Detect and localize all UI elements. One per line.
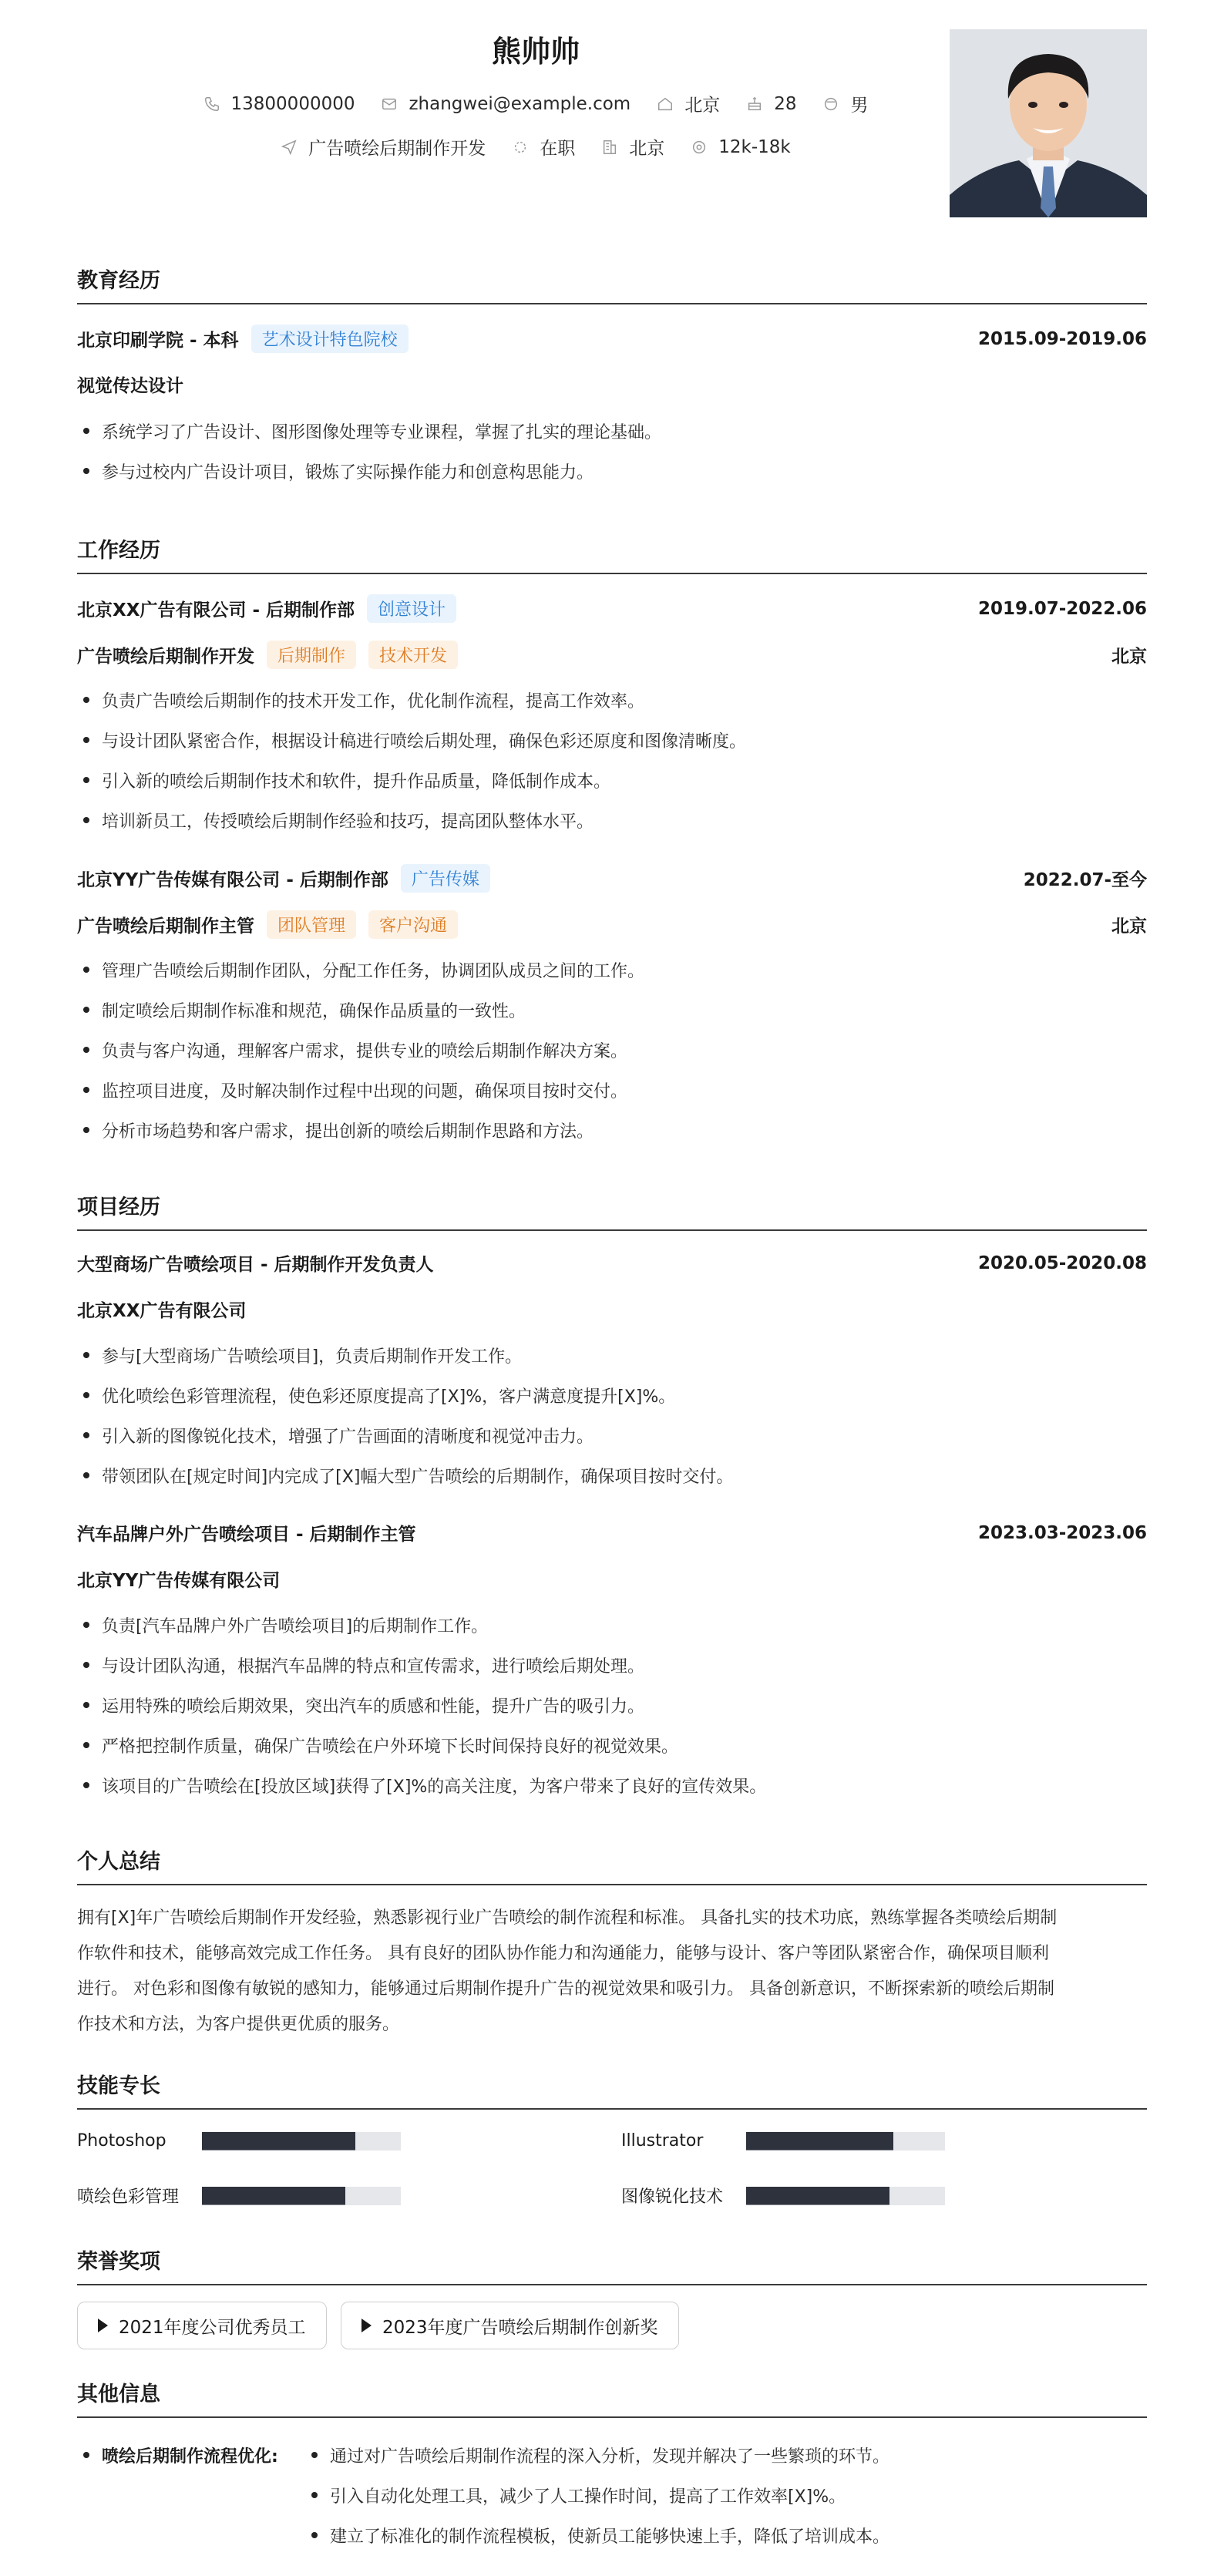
skill-level-bar <box>202 2187 401 2205</box>
project-org: 北京YY广告传媒有限公司 <box>77 1571 281 1591</box>
list-item: 分析市场趋势和客户需求，提出创新的喷绘后期制作思路和方法。 <box>77 1118 1147 1142</box>
role-tag: 技术开发 <box>368 641 458 669</box>
work-role-row <box>77 641 1147 669</box>
job-intention <box>281 134 486 160</box>
work-company-row <box>77 594 1147 623</box>
list-item: 引入自动化处理工具，减少了人工操作时间，提高了工作效率[X]%。 <box>305 2484 846 2507</box>
project-org-row <box>77 1566 1147 1592</box>
skill-name: 图像锐化技术 <box>621 2188 724 2207</box>
project-title-row <box>77 1520 1147 1545</box>
list-item: 引入新的喷绘后期制作技术和软件，提升作品质量，降低制作成本。 <box>77 768 1147 792</box>
award-label: 2021年度公司优秀员工 <box>119 2317 306 2338</box>
role-tag: 客户沟通 <box>368 910 458 939</box>
intention-value: 广告喷绘后期制作开发 <box>308 139 486 159</box>
section-title-other: 其他信息 <box>77 2377 1147 2418</box>
contact-gender <box>822 91 868 116</box>
resume-header <box>77 0 1147 231</box>
list-item: 负责[汽车品牌户外广告喷绘项目]的后期制作工作。 <box>77 1613 1147 1637</box>
list-item: 运用特殊的喷绘后期效果，突出汽车的质感和性能，提升广告的吸引力。 <box>77 1693 1147 1717</box>
school-name: 北京印刷学院 - 本科 <box>77 331 239 351</box>
list-item: 监控项目进度，及时解决制作过程中出现的问题，确保项目按时交付。 <box>77 1078 1147 1102</box>
skill-item <box>77 2131 401 2151</box>
summary-line: 作技术和方法，为客户提供更优质的服务。 <box>77 2015 400 2034</box>
status-icon <box>512 139 529 156</box>
status-value: 在职 <box>540 139 576 159</box>
role-tag: 后期制作 <box>267 641 356 669</box>
section-title-honors: 荣誉奖项 <box>77 2245 1147 2285</box>
award-chip <box>77 2302 327 2349</box>
project-title: 汽车品牌户外广告喷绘项目 - 后期制作主管 <box>77 1525 416 1545</box>
list-item: 负责与客户沟通，理解客户需求，提供专业的喷绘后期制作解决方案。 <box>77 1038 1147 1062</box>
skill-level-bar <box>746 2187 945 2205</box>
skill-name: Photoshop <box>77 2131 166 2151</box>
gender-value: 男 <box>850 96 869 116</box>
email-value: zhangwei@example.com <box>409 93 631 114</box>
company-name: 北京XX广告有限公司 - 后期制作部 <box>77 600 355 620</box>
list-item: 培训新员工，传授喷绘后期制作经验和技巧，提高团队整体水平。 <box>77 809 1147 832</box>
skill-level-fill <box>746 2132 893 2151</box>
list-item: 负责广告喷绘后期制作的技术开发工作，优化制作流程，提高工作效率。 <box>77 688 1147 712</box>
play-icon <box>98 2319 108 2332</box>
work-company-row <box>77 864 1147 893</box>
education-school-row <box>77 325 1147 353</box>
list-item: 管理广告喷绘后期制作团队，分配工作任务，协调团队成员之间的工作。 <box>77 958 1147 982</box>
education-period: 2015.09-2019.06 <box>977 328 1147 349</box>
contact-row-primary <box>77 91 994 116</box>
award-chip <box>341 2302 679 2349</box>
skill-level-fill <box>202 2187 345 2205</box>
summary-line: 作软件和技术，能够高效完成工作任务。 具有良好的团队协作能力和沟通能力，能够与设计、客户等团队紧密合作，确保项目顺利 <box>77 1944 1049 1963</box>
work-city: 北京 <box>1111 647 1147 667</box>
skill-item <box>621 2184 945 2208</box>
section-title-education: 教育经历 <box>77 264 1147 304</box>
skill-level-fill <box>202 2132 355 2151</box>
section-title-projects: 项目经历 <box>77 1190 1147 1231</box>
list-item: 通过对广告喷绘后期制作流程的深入分析，发现并解决了一些繁琐的环节。 <box>305 2443 889 2467</box>
summary-text <box>77 1901 1147 2043</box>
list-item: 引入新的图像锐化技术，增强了广告画面的清晰度和视觉冲击力。 <box>77 1424 1147 1448</box>
job-salary <box>691 137 790 157</box>
skill-name: 喷绘色彩管理 <box>77 2188 180 2207</box>
list-item: 与设计团队紧密合作，根据设计稿进行喷绘后期处理，确保色彩还原度和图像清晰度。 <box>77 728 1147 752</box>
company-tag: 广告传媒 <box>401 864 490 893</box>
section-title-work: 工作经历 <box>77 533 1147 574</box>
skill-level-fill <box>746 2187 889 2205</box>
cake-icon <box>746 96 763 113</box>
list-item: 严格把控制作质量，确保广告喷绘在户外环境下长时间保持良好的视觉效果。 <box>77 1734 1147 1757</box>
education-major-row <box>77 372 1147 397</box>
list-item: 优化喷绘色彩管理流程，使色彩还原度提高了[X]%，客户满意度提升[X]%。 <box>77 1384 1147 1407</box>
work-period: 2022.07-至今 <box>1023 870 1147 890</box>
school-tag: 艺术设计特色院校 <box>251 325 409 353</box>
education-major: 视觉传达设计 <box>77 376 183 396</box>
phone-icon <box>203 96 220 113</box>
role-title: 广告喷绘后期制作主管 <box>77 916 254 937</box>
list-item: 建立了标准化的制作流程模板，使新员工能够快速上手，降低了培训成本。 <box>305 2524 889 2547</box>
city-value: 北京 <box>629 139 665 159</box>
profile-photo <box>950 29 1147 217</box>
section-title-skills: 技能专长 <box>77 2069 1147 2110</box>
job-city <box>601 134 664 160</box>
contact-age <box>746 94 796 114</box>
send-icon <box>281 139 298 156</box>
money-icon <box>691 139 708 156</box>
list-item: 参与[大型商场广告喷绘项目]，负责后期制作开发工作。 <box>77 1343 1147 1367</box>
work-role-row <box>77 910 1147 939</box>
skill-level-bar <box>202 2132 401 2151</box>
work-city: 北京 <box>1111 916 1147 937</box>
list-item: 该项目的广告喷绘在[投放区域]获得了[X]%的高关注度，为客户带来了良好的宣传效果。 <box>77 1774 1147 1797</box>
gender-icon <box>822 96 839 113</box>
company-name: 北京YY广告传媒有限公司 - 后期制作部 <box>77 870 388 890</box>
age-value: 28 <box>774 93 797 114</box>
phone-value: 13800000000 <box>230 93 355 114</box>
building-icon <box>601 139 618 156</box>
candidate-name: 熊帅帅 <box>491 35 580 69</box>
company-tag: 创意设计 <box>367 594 456 623</box>
contact-email <box>381 94 630 114</box>
skill-level-bar <box>746 2132 945 2151</box>
section-title-summary: 个人总结 <box>77 1845 1147 1885</box>
list-item: 与设计团队沟通，根据汽车品牌的特点和宣传需求，进行喷绘后期处理。 <box>77 1653 1147 1677</box>
skill-item <box>621 2131 945 2151</box>
project-title: 大型商场广告喷绘项目 - 后期制作开发负责人 <box>77 1255 434 1275</box>
project-org-row <box>77 1296 1147 1322</box>
summary-line: 进行。 对色彩和图像有敏锐的感知力，能够通过后期制作提升广告的视觉效果和吸引力。 具备创新意识，不断探索新的喷绘后期制 <box>77 1979 1054 1999</box>
job-status <box>512 134 575 160</box>
play-icon <box>361 2319 372 2332</box>
list-item: 制定喷绘后期制作标准和规范，确保作品质量的一致性。 <box>77 998 1147 1022</box>
contact-location <box>657 91 720 116</box>
other-info-head: 喷绘后期制作流程优化: <box>77 2443 278 2467</box>
list-item: 系统学习了广告设计、图形图像处理等专业课程，掌握了扎实的理论基础。 <box>77 419 1147 443</box>
project-org: 北京XX广告有限公司 <box>77 1301 247 1321</box>
mail-icon <box>381 96 398 113</box>
salary-value: 12k-18k <box>718 136 791 157</box>
list-item: 参与过校内广告设计项目，锻炼了实际操作能力和创意构思能力。 <box>77 459 1147 483</box>
project-title-row <box>77 1250 1147 1276</box>
contact-phone <box>203 94 355 114</box>
skill-item <box>77 2184 401 2208</box>
project-period: 2020.05-2020.08 <box>977 1253 1147 1273</box>
role-title: 广告喷绘后期制作开发 <box>77 647 254 667</box>
award-label: 2023年度广告喷绘后期制作创新奖 <box>382 2317 658 2338</box>
summary-line: 拥有[X]年广告喷绘后期制作开发经验，熟悉影视行业广告喷绘的制作流程和标准。 具备扎实的技术功底，熟练掌握各类喷绘后期制 <box>77 1908 1058 1928</box>
project-period: 2023.03-2023.06 <box>977 1522 1147 1543</box>
contact-row-secondary <box>77 134 994 160</box>
home-icon <box>657 96 674 113</box>
work-period: 2019.07-2022.06 <box>977 598 1147 619</box>
list-item: 带领团队在[规定时间]内完成了[X]幅大型广告喷绘的后期制作，确保项目按时交付。 <box>77 1464 1147 1488</box>
role-tag: 团队管理 <box>267 910 356 939</box>
skill-name: Illustrator <box>621 2131 704 2151</box>
location-value: 北京 <box>684 96 721 116</box>
